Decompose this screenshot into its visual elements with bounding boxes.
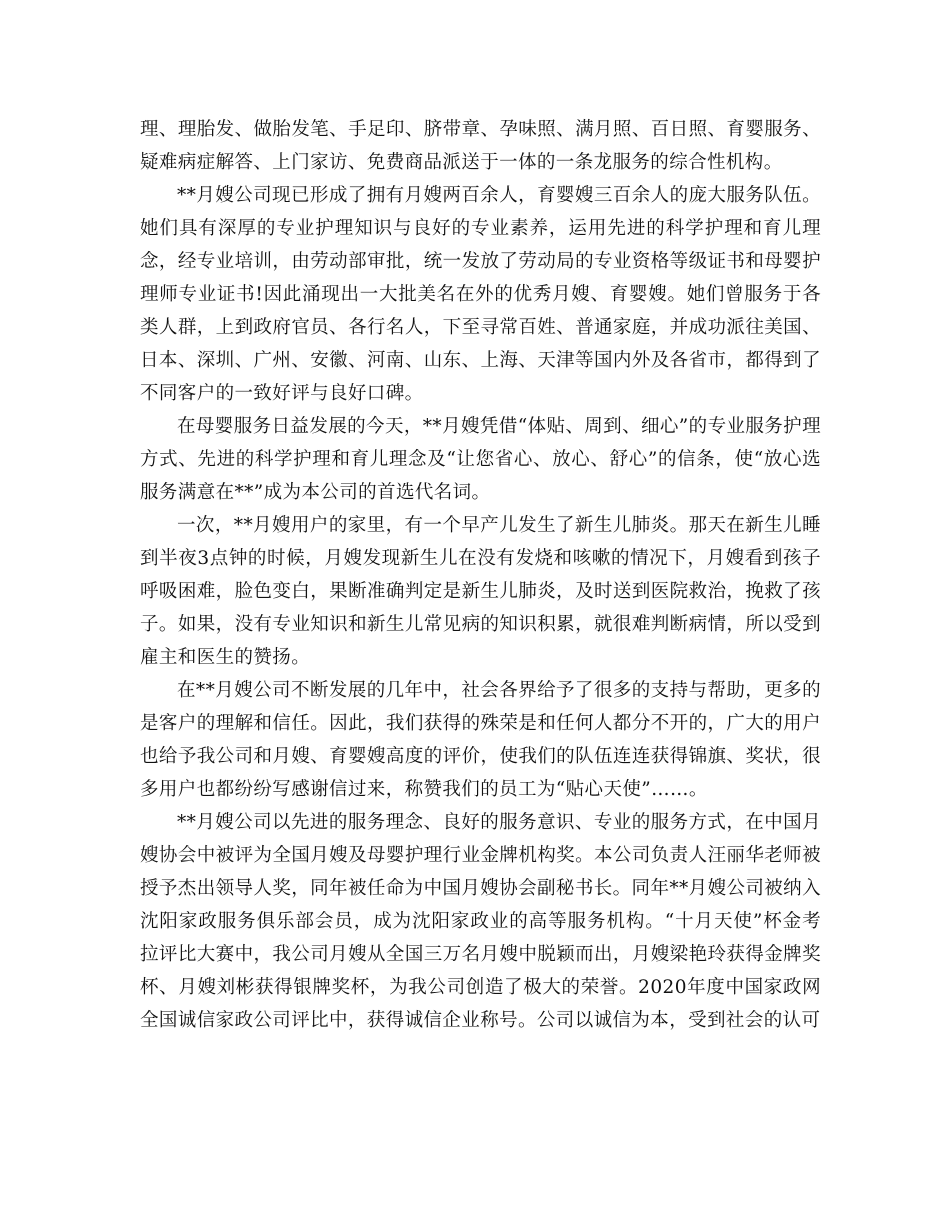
paragraph-1: 理、理胎发、做胎发笔、手足印、脐带章、孕味照、满月照、百日照、育婴服务、疑难病症解答、上门家访、免费商品派送于一体的一条龙服务的综合性机构。 <box>140 119 821 173</box>
paragraph-3: 在母婴服务日益发展的今天，**月嫂凭借“体贴、周到、细心”的专业服务护理方式、先进的科学护理和育儿理念及“让您省心、放心、舒心”的信条，使“放心选服务满意在**”成为本公司的首选代名词。 <box>140 416 821 503</box>
document-page <box>140 113 821 1037</box>
paragraph-5: 在**月嫂公司不断发展的几年中，社会各界给予了很多的支持与帮助，更多的是客户的理解和信任。因此，我们获得的殊荣是和任何人都分不开的，广大的用户也给予我公司和月嫂、育婴嫂高度的评价，使我们的队伍连连获得锦旗、奖状，很多用户也都纷纷写感谢信过来，称赞我们的员工为“贴心天使”……。 <box>140 680 821 800</box>
paragraph-6: **月嫂公司以先进的服务理念、良好的服务意识、专业的服务方式，在中国月嫂协会中被评为全国月嫂及母婴护理行业金牌机构奖。本公司负责人汪丽华老师被授予杰出领导人奖，同年被任命为中国月嫂协会副秘书长。同年**月嫂公司被纳入沈阳家政服务俱乐部会员，成为沈阳家政业的高等服务机构。“十月天使”杯金考拉评比大赛中，我公司月嫂从全国三万名月嫂中脱颖而出，月嫂梁艳玲获得金牌奖杯、月嫂刘彬获得银牌奖杯，为我公司创造了极大的荣誉。2020年度中国家政网全国诚信家政公司评比中，获得诚信企业称号。公司以诚信为本，受到社会的认可 <box>140 812 821 1031</box>
paragraph-2: **月嫂公司现已形成了拥有月嫂两百余人，育婴嫂三百余人的庞大服务队伍。她们具有深厚的专业护理知识与良好的专业素养，运用先进的科学护理和育儿理念，经专业培训，由劳动部审批，统一发放了劳动局的专业资格等级证书和母婴护理师专业证书!因此涌现出一大批美名在外的优秀月嫂、育婴嫂。她们曾服务于各类人群，上到政府官员、各行名人，下至寻常百姓、普通家庭，并成功派往美国、日本、深圳、广州、安徽、河南、山东、上海、天津等国内外及各省市，都得到了不同客户的一致好评与良好口碑。 <box>140 185 821 404</box>
paragraph-4: 一次，**月嫂用户的家里，有一个早产儿发生了新生儿肺炎。那天在新生儿睡到半夜3点钟的时候，月嫂发现新生儿在没有发烧和咳嗽的情况下，月嫂看到孩子呼吸困难，脸色变白，果断准确判定是新生儿肺炎，及时送到医院救治，挽救了孩子。如果，没有专业知识和新生儿常见病的知识积累，就很难判断病情，所以受到雇主和医生的赞扬。 <box>140 515 821 668</box>
